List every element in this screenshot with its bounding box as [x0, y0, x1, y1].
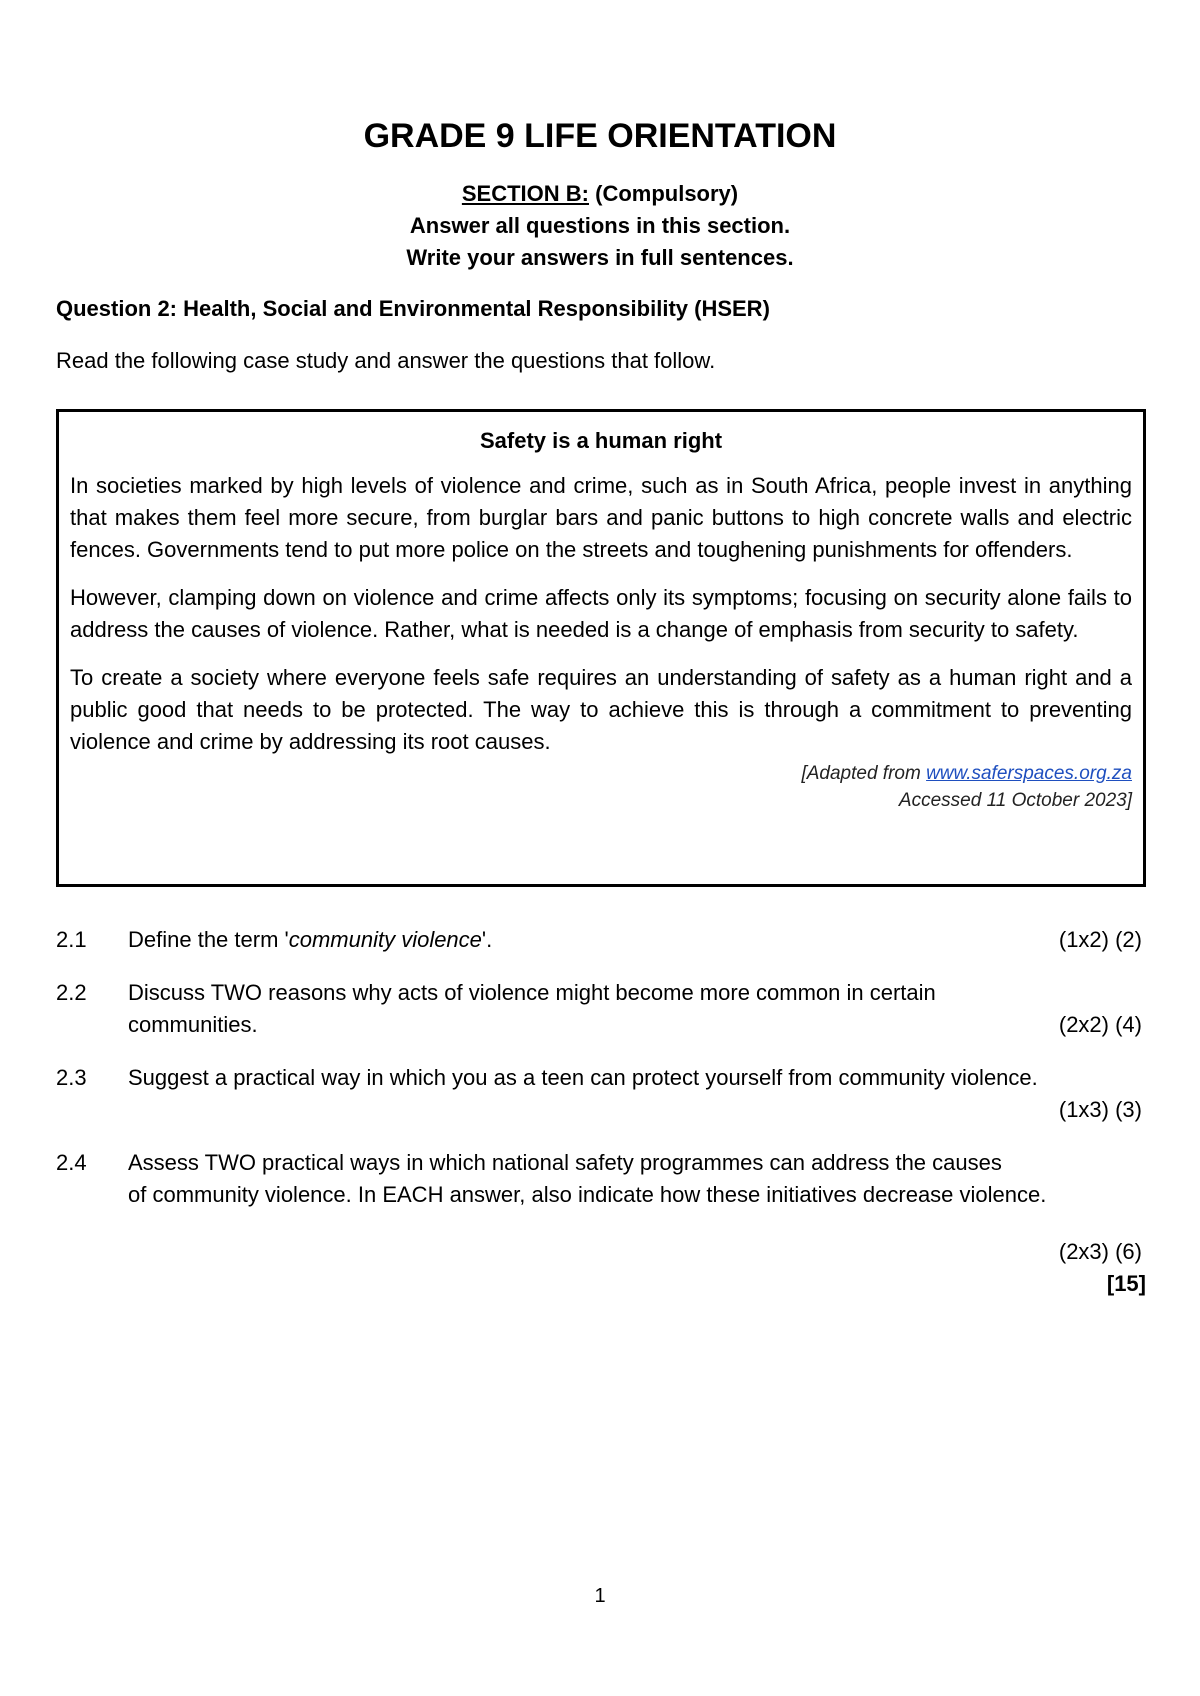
instruction-text: Read the following case study and answer the questions that follow.	[56, 348, 716, 373]
source-citation	[70, 760, 1132, 814]
section-instruction-2: Write your answers in full sentences.	[406, 245, 794, 270]
source-accessed: Accessed 11 October 2023]	[898, 790, 1132, 811]
case-paragraph-1: In societies marked by high levels of violence and crime, such as in South Africa, people invest in anything that makes them feel more secure, from burglar bars and panic buttons to high concrete walls and electric fences. Governments tend to put more police on the streets and toughening punishments for offenders.	[70, 473, 1132, 562]
question-number: 2.3	[56, 1065, 87, 1090]
question-heading: Question 2: Health, Social and Environmental Responsibility (HSER)	[56, 296, 770, 321]
section-label-line	[0, 178, 1200, 210]
question-marks: (2x3) (6)	[1058, 1239, 1142, 1264]
question-number: 2.1	[56, 927, 87, 952]
question-text-line-1: Discuss TWO reasons why acts of violence might become more common in certain	[128, 980, 936, 1005]
question-marks: (1x2) (2)	[1058, 927, 1142, 952]
question-item-2-4	[56, 1147, 1148, 1267]
question-text-line-2: communities.	[128, 1012, 258, 1037]
section-label: SECTION B:	[461, 181, 589, 206]
question-number: 2.2	[56, 980, 87, 1005]
question-text-before: Define the term '	[128, 927, 289, 952]
case-study-box	[56, 409, 1146, 887]
question-text-line-1: Suggest a practical way in which you as a teen can protect yourself from community violence.	[128, 1065, 1038, 1090]
question-marks: (1x3) (3)	[1058, 1097, 1142, 1122]
question-text-after: '.	[481, 927, 493, 952]
source-link[interactable]: www.saferspaces.org.za	[926, 763, 1132, 784]
case-paragraph-2: However, clamping down on violence and crime affects only its symptoms; focusing on security alone fails to address the causes of violence. Rather, what is needed is a change of emphasis from security to safety.	[70, 585, 1132, 642]
question-item-2-2	[56, 977, 1148, 1041]
question-item-2-3	[56, 1062, 1148, 1126]
question-term-italic: community violence	[288, 927, 482, 952]
case-study-title: Safety is a human right	[479, 428, 723, 453]
section-header	[0, 178, 1200, 274]
question-number: 2.4	[56, 1150, 87, 1175]
question-text-line-2: of community violence. In EACH answer, also indicate how these initiatives decrease violence.	[128, 1182, 1047, 1207]
page-number: 1	[594, 1585, 606, 1607]
source-line-1	[70, 760, 1132, 787]
question-text	[128, 924, 492, 956]
section-note: (Compulsory)	[589, 181, 739, 206]
question-marks: (2x2) (4)	[1058, 1012, 1142, 1037]
page-title: GRADE 9 LIFE ORIENTATION	[363, 117, 837, 155]
question-item-2-1	[56, 924, 1148, 956]
source-prefix: [Adapted from	[801, 763, 927, 784]
case-paragraph-3: To create a society where everyone feels safe requires an understanding of safety as a human right and a public good that needs to be protected. The way to achieve this is through a commitment to preventing violence and crime by addressing its root causes.	[70, 665, 1132, 754]
section-instruction-1: Answer all questions in this section.	[409, 213, 791, 238]
total-marks: [15]	[1106, 1271, 1146, 1296]
question-text-line-1: Assess TWO practical ways in which national safety programmes can address the causes	[128, 1150, 1002, 1175]
